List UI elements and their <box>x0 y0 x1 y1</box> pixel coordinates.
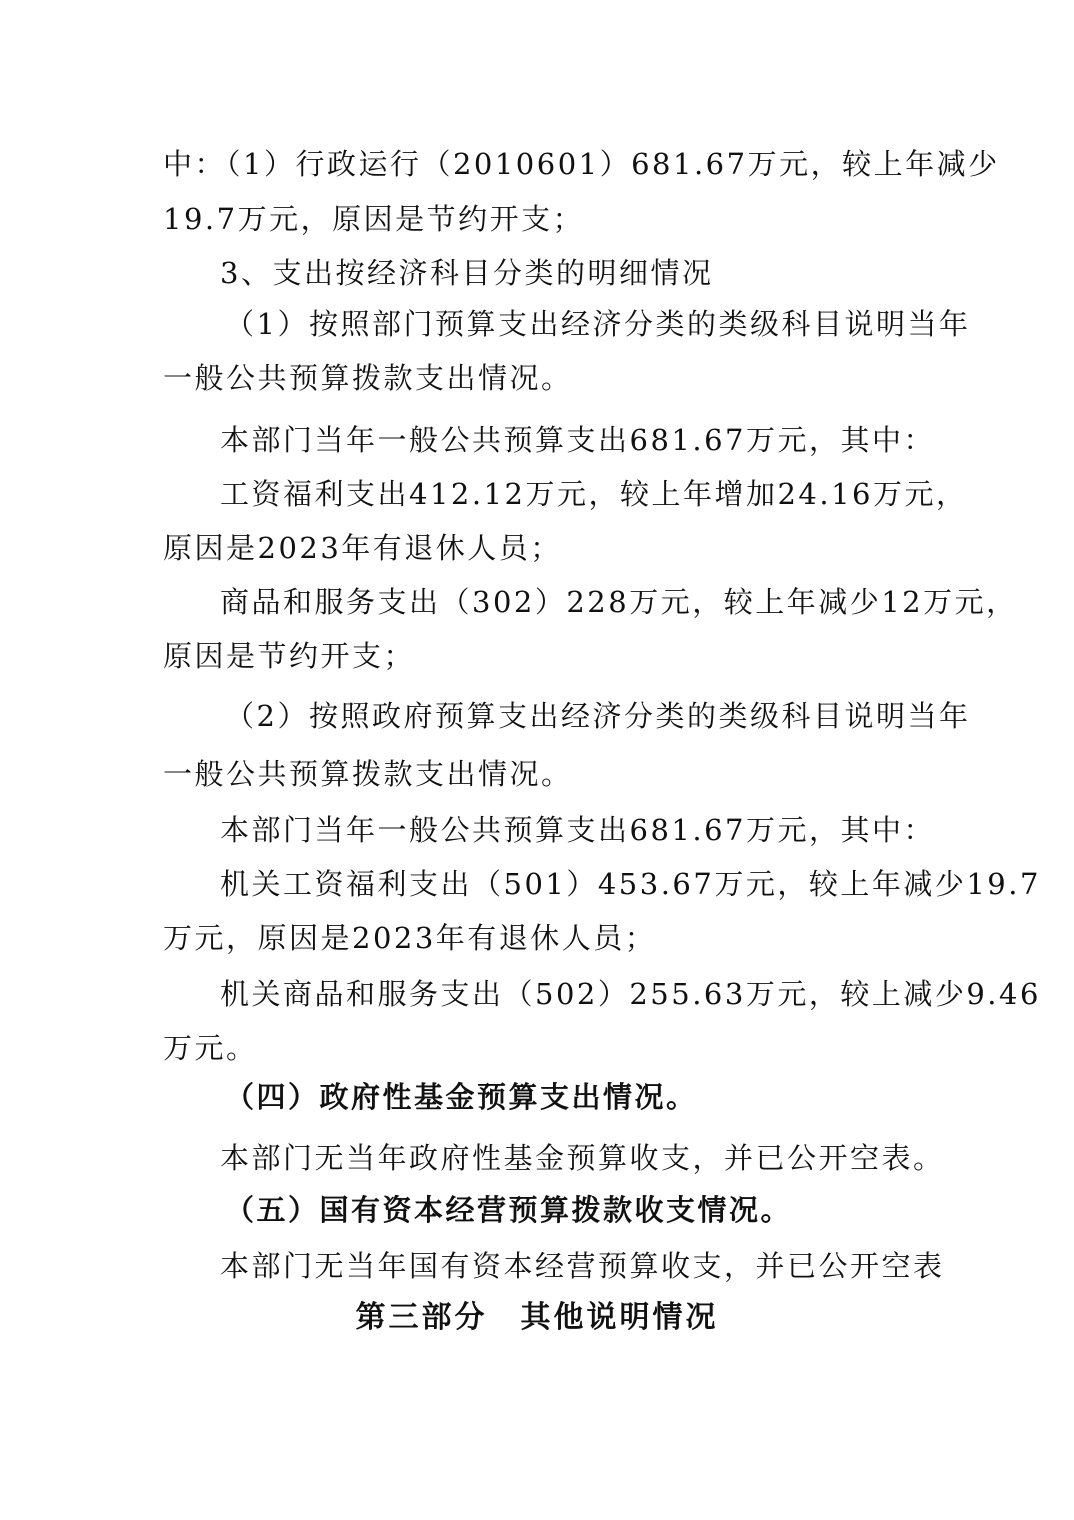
body-text-line: 万元。 <box>163 1031 258 1065</box>
body-text-line: 本部门无当年政府性基金预算收支，并已公开空表。 <box>220 1141 945 1175</box>
body-text-line: 工资福利支出412.12万元，较上年增加24.16万元， <box>220 477 968 511</box>
body-text-line: 本部门当年一般公共预算支出681.67万元，其中： <box>220 423 935 457</box>
body-text-line: 机关工资福利支出（501）453.67万元，较上年减少19.7 <box>220 867 1041 901</box>
body-text-line: （1）按照部门预算支出经济分类的类级科目说明当年 <box>225 307 971 341</box>
body-text-line: 原因是2023年有退休人员； <box>163 531 562 565</box>
body-text-line: 3、支出按经济科目分类的明细情况 <box>220 256 714 290</box>
body-text-line: 19.7万元，原因是节约开支； <box>163 202 585 236</box>
subsection-heading: （四）政府性基金预算支出情况。 <box>225 1080 698 1114</box>
section-heading: 第三部分 其他说明情况 <box>355 1300 719 1335</box>
body-text-line: 本部门无当年国有资本经营预算收支，并已公开空表 <box>220 1249 945 1283</box>
body-text-line: （2）按照政府预算支出经济分类的类级科目说明当年 <box>225 699 971 733</box>
body-text-line: 原因是节约开支； <box>163 639 416 673</box>
body-text-line: 一般公共预算拨款支出情况。 <box>163 757 573 791</box>
body-text-line: 机关商品和服务支出（502）255.63万元，较上减少9.46 <box>220 977 1041 1011</box>
subsection-heading: （五）国有资本经营预算拨款收支情况。 <box>225 1193 793 1227</box>
body-text-line: 商品和服务支出（302）228万元，较上年减少12万元， <box>220 585 1018 619</box>
body-text-line: 万元，原因是2023年有退休人员； <box>163 921 657 955</box>
body-text-line: 中：（1）行政运行（2010601）681.67万元，较上年减少 <box>163 147 1000 181</box>
body-text-line: 一般公共预算拨款支出情况。 <box>163 361 573 395</box>
body-text-line: 本部门当年一般公共预算支出681.67万元，其中： <box>220 813 935 847</box>
